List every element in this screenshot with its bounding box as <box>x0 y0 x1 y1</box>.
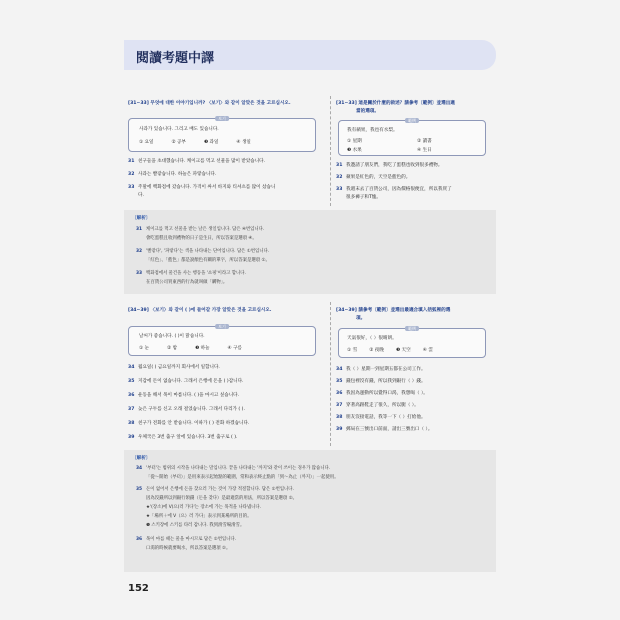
explanation-text: 목이 마를 때는 물을 마시므로 답은 ②번입니다. <box>146 537 237 542</box>
column-divider <box>330 96 331 206</box>
question-text: 我週末去了百貨公司，因為價格很便宜，所以我買了 <box>346 187 452 192</box>
explanation-text: 케이크를 먹고 선물을 받는 날은 생일입니다. 답은 ④번입니다. <box>146 227 265 232</box>
sec1-explanation <box>124 210 496 294</box>
question-text: 지갑에 돈이 없습니다. 그래서 은행에 돈을 ( )갑니다. <box>138 379 244 384</box>
question-text: 늦은 구두를 신고 오래 걸었습니다. 그래서 다리가 ( ). <box>138 407 245 412</box>
question-text: 주말에 백화점에 갔습니다. 가격이 싸서 바지와 티셔츠를 많이 샀습니 <box>138 185 276 190</box>
question-text: 친구들을 초대했습니다. 케이크를 먹고 선물을 많이 받았습니다. <box>138 159 266 164</box>
question-row <box>128 171 216 177</box>
explanation-number: 32 <box>136 249 143 254</box>
option: ② 공부 <box>171 140 186 145</box>
sec1-right-box-text: 我有蘋果，我也有水梨。 <box>347 128 398 133</box>
question-row <box>128 406 245 412</box>
explanation-line <box>136 279 227 285</box>
sec1-right-head: [31~33] 這是關於什麼的敘述？請參考〔範例〕並選出適 <box>336 101 455 106</box>
question-number: 33 <box>128 185 135 190</box>
explanation-line <box>136 465 330 471</box>
explanation-line <box>136 486 294 492</box>
question-number: 34 <box>336 367 343 372</box>
option: ❸ 天空 <box>395 348 411 353</box>
question-text: 다. <box>138 193 144 198</box>
explanation-text: ★'(장소)에 V(으)러 가다'는 장소에 가는 목적을 나타냅니다. <box>146 505 262 510</box>
explanation-text: 口渴的時候就要喝水，所以答案是選項 ②。 <box>146 546 231 551</box>
question-number: 35 <box>128 379 135 384</box>
sec2-right-options <box>347 347 445 353</box>
explanation-tag: 〔解析〕 <box>132 216 151 221</box>
sec2-right-head2: 項。 <box>356 316 366 321</box>
explanation-line <box>136 522 244 528</box>
sec2-explanation <box>124 450 496 572</box>
explanation-text: '빨갛다', '파랗다'는 색을 나타내는 단어입니다. 답은 ①번입니다. <box>146 249 270 254</box>
question-text: 朋友沒接電話，我等一下（ ）打給他。 <box>346 415 426 420</box>
question-number: 36 <box>336 391 343 396</box>
question-text: 很多褲子和T恤。 <box>346 195 381 200</box>
question-row <box>128 158 265 164</box>
option: ④ 구름 <box>227 346 242 351</box>
explanation-line <box>136 248 269 254</box>
page-number: 152 <box>128 583 149 594</box>
option: ② 밤 <box>167 346 178 351</box>
explanation-text: '부터'는 범위의 시작을 나타내는 말입니다. 끝을 나타내는 '까지'와 같이 쓰이는 경우가 많습니다. <box>146 466 331 471</box>
sec2-left-box-label: 보기 <box>215 324 229 329</box>
sec1-left-box-text: 사과가 있습니다. 그리고 배도 있습니다. <box>139 127 219 132</box>
explanation-text: 백화점에서 물건을 사는 행동을 '쇼핑'이라고 합니다. <box>146 271 246 276</box>
explanation-line <box>136 495 297 501</box>
sec2-right-head: [34~39] 請參考〔範例〕並選出最適合填入括弧裡的選 <box>336 308 451 313</box>
question-number: 37 <box>128 407 135 412</box>
explanation-text: 因為沒錢所以到銀行領錢（돈을 찾다）是最適當的用法，所以答案是選項 ②。 <box>146 496 298 501</box>
option: ② 夜晚 <box>369 348 384 353</box>
sec1-left-options <box>139 139 269 145</box>
explanation-number: 31 <box>136 227 143 232</box>
option: ① 눈 <box>139 346 150 351</box>
explanation-text: 在百貨公司買東西的行為就叫做「購物」。 <box>146 280 228 285</box>
explanation-text: ★「場所＋에 V（으）러 가다」表示到某場所的目的。 <box>146 514 252 519</box>
question-number: 31 <box>128 159 135 164</box>
option: ② 讀書 <box>417 139 432 144</box>
explanation-line <box>136 270 246 276</box>
question-text: 我邀請了朋友們，我吃了蛋糕也收到很多禮物。 <box>346 163 443 168</box>
question-row <box>336 162 442 168</box>
question-text: 我因為運動所以覺得口渴，我想喝（ ）。 <box>346 391 428 396</box>
question-row <box>336 378 426 384</box>
explanation-line <box>136 545 230 551</box>
question-text: 錢包裡沒有錢，所以我到銀行（ ）錢。 <box>346 379 426 384</box>
question-text: 穿著高跟鞋走了很久，所以腿（ ）。 <box>346 403 419 408</box>
sec2-left-box-text: 날씨가 좋습니다. ( )이 맑습니다. <box>139 334 205 339</box>
question-row <box>336 414 426 420</box>
question-number: 38 <box>128 421 135 426</box>
sec1-left-head: [31~33] 무엇에 대한 이야기입니까? 〈보기〉와 같이 알맞은 것을 고르십시오. <box>128 101 291 106</box>
question-row <box>128 420 249 426</box>
question-row <box>128 378 243 384</box>
sec2-left-options <box>139 345 260 351</box>
explanation-line <box>136 226 264 232</box>
explanation-line <box>136 235 257 241</box>
option: ① 요일 <box>139 140 154 145</box>
sec1-right-box-label: 範例 <box>405 118 419 123</box>
sec1-right-example-box <box>338 120 486 156</box>
sec2-right-example-box <box>338 328 486 358</box>
question-number: 35 <box>336 379 343 384</box>
option: ❸ 水果 <box>347 148 362 153</box>
explanation-number: 34 <box>136 466 143 471</box>
explanation-text: 「紅色」、「藍色」都是說顏色有關的單字，所以答案是選項 ①。 <box>146 258 270 263</box>
explanation-line <box>136 474 339 480</box>
question-row <box>128 192 144 198</box>
question-number: 38 <box>336 415 343 420</box>
explanation-line <box>136 504 261 510</box>
question-text: 我（ ）星期一到星期五都在公司工作。 <box>346 367 426 372</box>
question-number: 39 <box>336 427 343 432</box>
question-row <box>336 194 381 200</box>
question-row <box>128 184 275 190</box>
explanation-tag: 〔解析〕 <box>132 456 151 461</box>
question-number: 31 <box>336 163 343 168</box>
explanation-line <box>136 536 236 542</box>
sec1-left-box-label: 보기 <box>215 116 229 121</box>
option: ① 雪 <box>347 348 358 353</box>
sec2-right-box-label: 範例 <box>405 326 419 331</box>
explanation-number: 33 <box>136 271 143 276</box>
sec1-right-head2: 當的選項。 <box>356 109 379 114</box>
explanation-text: 돈이 없어서 은행에 돈을 찾으러 가는 것이 가장 적절합니다. 답은 ②번입니다. <box>146 487 294 492</box>
question-number: 32 <box>336 175 343 180</box>
question-row <box>336 402 419 408</box>
question-number: 39 <box>128 435 135 440</box>
question-row <box>336 390 428 396</box>
explanation-number: 35 <box>136 487 143 492</box>
question-text: 월요일( ) 금요일까지 회사에서 일합니다. <box>138 365 220 370</box>
question-row <box>128 434 237 440</box>
option: ❸ 과일 <box>203 140 219 145</box>
question-text: 郵局在三號出口前面，請出三號出口（ ）。 <box>346 427 433 432</box>
explanation-text: 「從～開始（부터）」是用來表示起始點的範圍，常和表示終止點的「到～為止（까지）」一起使用。 <box>146 475 339 480</box>
question-row <box>336 174 410 180</box>
question-number: 37 <box>336 403 343 408</box>
sec2-left-example-box <box>128 326 316 356</box>
explanation-number: 36 <box>136 537 143 542</box>
question-number: 36 <box>128 393 135 398</box>
question-text: 친구가 전화를 안 받습니다. 이따가 ( ) 전화 하겠습니다. <box>138 421 250 426</box>
question-row <box>336 186 452 192</box>
option: ④ 生日 <box>417 148 432 153</box>
question-text: 우체국은 3번 출구 앞에 있습니다. 3번 출구로 ( ). <box>138 435 238 440</box>
question-text: 사과는 빨갛습니다. 하늘은 파랗습니다. <box>138 172 217 177</box>
column-divider <box>330 302 331 446</box>
option: ❸ 하늘 <box>195 346 210 351</box>
question-text: 운동을 해서 목이 마릅니다. ( )을 마시고 싶습니다. <box>138 393 240 398</box>
question-row <box>336 426 432 432</box>
header-band <box>124 40 496 70</box>
explanation-text: ❶ 스키장에 스키를 타러 갑니다. 我到滑雪場滑雪。 <box>146 523 245 528</box>
option: ④ 생일 <box>236 140 251 145</box>
explanation-text: 會吃蛋糕且收到禮物的日子是生日，所以答案是選項 ④。 <box>146 236 257 241</box>
sec2-right-box-text: 天氣很好，（ ）很晴朗。 <box>347 336 397 341</box>
question-number: 32 <box>128 172 135 177</box>
sec1-left-example-box <box>128 118 316 152</box>
question-number: 33 <box>336 187 343 192</box>
question-number: 34 <box>128 365 135 370</box>
sec2-left-head: [34~39] 〈보기〉와 같이 ( )에 들어갈 가장 알맞은 것을 고르십시오. <box>128 308 272 313</box>
explanation-line <box>136 257 270 263</box>
option: ④ 雲 <box>422 348 433 353</box>
explanation-line <box>136 513 252 519</box>
option: ① 星期 <box>347 139 362 144</box>
question-text: 蘋果是紅色的，天空是藍色的。 <box>346 175 411 180</box>
question-row <box>128 392 239 398</box>
question-row <box>128 364 220 370</box>
question-row <box>336 366 426 372</box>
page-title: 閱讀考題中譯 <box>136 51 215 66</box>
